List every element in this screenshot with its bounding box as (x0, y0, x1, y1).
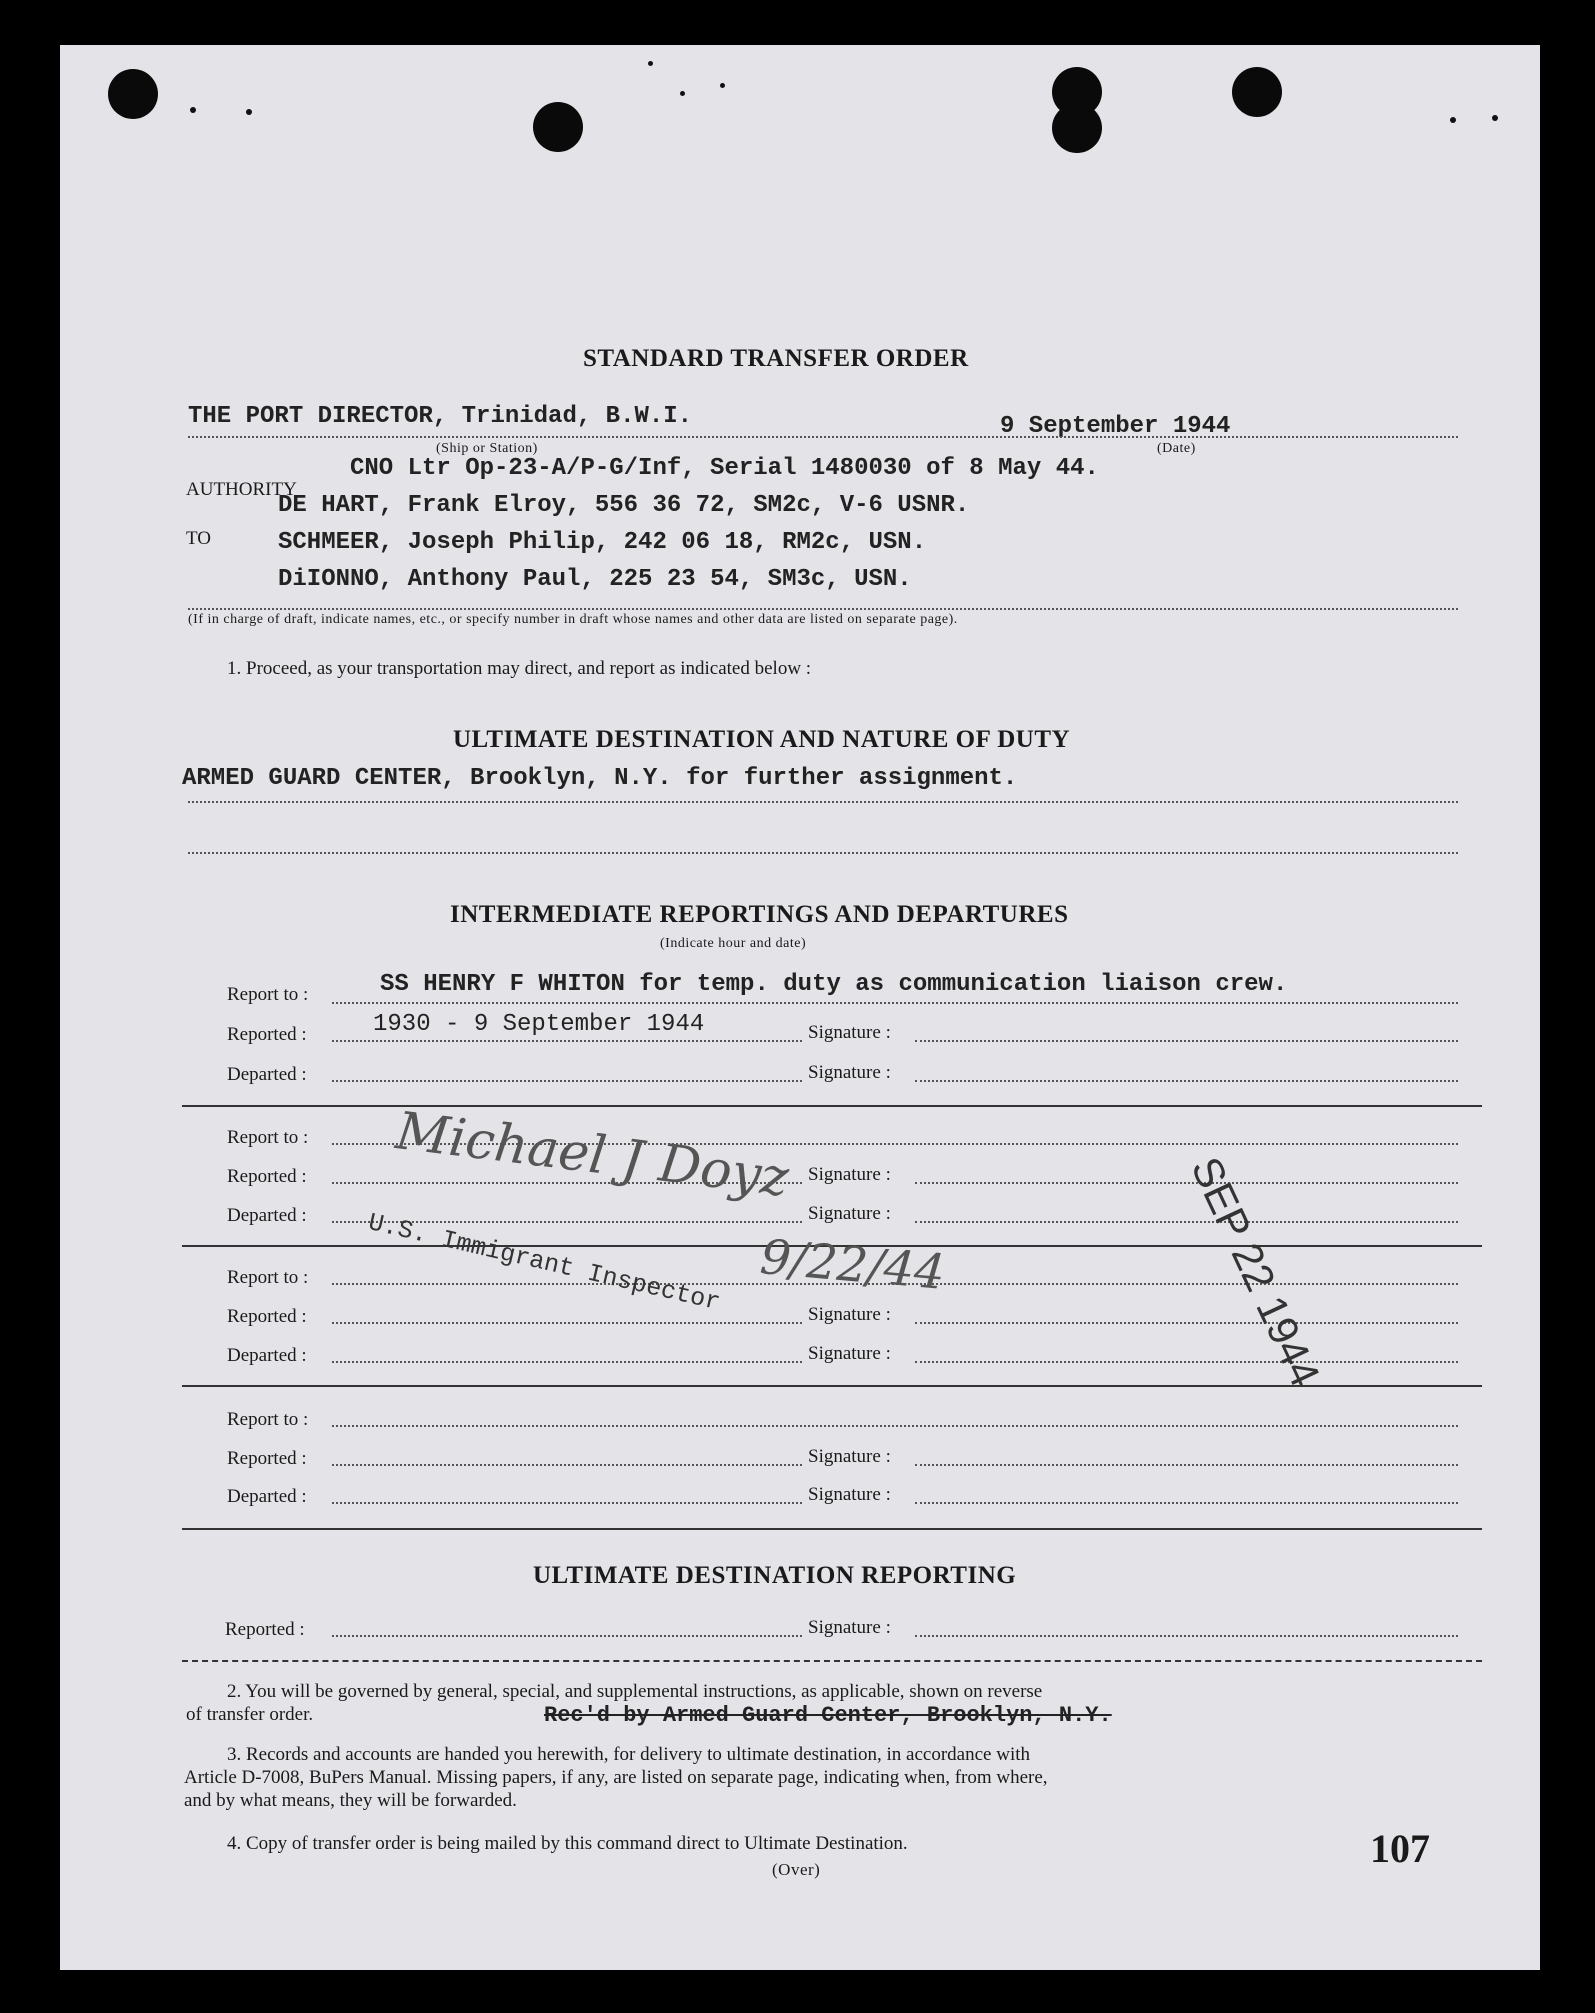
report-line (332, 1425, 1458, 1427)
handwritten-date: 9/22/44 (757, 1229, 948, 1301)
intermediate-heading: INTERMEDIATE REPORTINGS AND DEPARTURES (450, 901, 1069, 928)
reported-line (332, 1040, 802, 1042)
reported-line (332, 1635, 802, 1637)
report-to-label: Report to : (227, 1409, 309, 1430)
speck (190, 107, 196, 113)
paragraph-2-line-1: 2. You will be governed by general, special, and supplemental instructions, as applicable, shown on reverse (227, 1681, 1043, 1702)
punch-hole (108, 69, 158, 119)
paragraph-2-typed-note: Rec'd by Armed Guard Center, Brooklyn, N.Y. (544, 1703, 1112, 1728)
report-to-label: Report to : (227, 984, 309, 1005)
immigrant-inspector-stamp: U.S. Immigrant Inspector (365, 1208, 723, 1318)
authority-label: AUTHORITY (186, 479, 297, 500)
form-title: STANDARD TRANSFER ORDER (583, 345, 969, 372)
over-note: (Over) (772, 1860, 821, 1879)
speck (1492, 115, 1498, 121)
speck (720, 83, 725, 88)
ultimate-destination-heading: ULTIMATE DESTINATION AND NATURE OF DUTY (453, 726, 1071, 753)
destination-line-1 (188, 801, 1458, 803)
signature-line (915, 1635, 1458, 1637)
reported-label: Reported : (227, 1448, 307, 1469)
station-line (188, 436, 1458, 438)
ultimate-reporting-heading: ULTIMATE DESTINATION REPORTING (533, 1562, 1017, 1589)
signature-line (915, 1361, 1458, 1363)
signature-line (915, 1322, 1458, 1324)
speck (648, 61, 653, 66)
signature-label: Signature : (808, 1062, 891, 1083)
signature-label: Signature : (808, 1164, 891, 1185)
departed-line (332, 1080, 802, 1082)
departed-label: Departed : (227, 1205, 307, 1226)
signature-label: Signature : (808, 1617, 891, 1638)
signature-label: Signature : (808, 1304, 891, 1325)
draft-note: (If in charge of draft, indicate names, etc., or specify number in draft whose names and other data are listed on separate page). (188, 612, 958, 627)
departed-line (332, 1502, 802, 1504)
transfer-order-sheet (60, 45, 1540, 1970)
handwritten-signature: Michael J Doyz (392, 1101, 792, 1209)
to-line (188, 608, 1458, 610)
signature-label: Signature : (808, 1446, 891, 1467)
reported-value: 1930 - 9 September 1944 (373, 1011, 705, 1038)
reported-label: Reported : (227, 1166, 307, 1187)
paragraph-4: 4. Copy of transfer order is being mailed by this command direct to Ultimate Destination. (227, 1833, 908, 1854)
signature-line (915, 1464, 1458, 1466)
speck (1450, 117, 1456, 123)
to-line-2: SCHMEER, Joseph Philip, 242 06 18, RM2c, USN. (278, 529, 927, 556)
signature-line (915, 1502, 1458, 1504)
speck (680, 91, 685, 96)
date-caption: (Date) (1157, 441, 1196, 456)
departed-line (332, 1361, 802, 1363)
signature-line (915, 1040, 1458, 1042)
signature-label: Signature : (808, 1484, 891, 1505)
block-divider (182, 1528, 1482, 1530)
signature-label: Signature : (808, 1022, 891, 1043)
to-line-3: DiIONNO, Anthony Paul, 225 23 54, SM3c, USN. (278, 566, 912, 593)
ultimate-destination-value: ARMED GUARD CENTER, Brooklyn, N.Y. for further assignment. (182, 765, 1018, 792)
departed-label: Departed : (227, 1064, 307, 1085)
report-to-label: Report to : (227, 1127, 309, 1148)
reported-label: Reported : (225, 1619, 305, 1640)
to-line-1: DE HART, Frank Elroy, 556 36 72, SM2c, V-6 USNR. (278, 492, 970, 519)
reported-line (332, 1464, 802, 1466)
signature-line (915, 1221, 1458, 1223)
paragraph-3-line-1: 3. Records and accounts are handed you herewith, for delivery to ultimate destination, in accordance with (227, 1744, 1031, 1765)
to-label: TO (186, 528, 211, 549)
station-value: THE PORT DIRECTOR, Trinidad, B.W.I. (188, 403, 693, 430)
departed-label: Departed : (227, 1345, 307, 1366)
reported-label: Reported : (227, 1306, 307, 1327)
reported-line (332, 1322, 802, 1324)
page-number: 107 (1370, 1826, 1430, 1871)
report-to-value: SS HENRY F WHITON for temp. duty as communication liaison crew. (380, 971, 1288, 998)
intermediate-subheading: (Indicate hour and date) (660, 936, 807, 951)
paragraph-3-line-2: Article D-7008, BuPers Manual. Missing papers, if any, are listed on separate page, indicating when, from where, (184, 1767, 1048, 1788)
punch-hole (1232, 67, 1282, 117)
block-divider (182, 1105, 1482, 1107)
paragraph-1: 1. Proceed, as your transportation may direct, and report as indicated below : (227, 658, 812, 679)
departed-label: Departed : (227, 1486, 307, 1507)
signature-label: Signature : (808, 1203, 891, 1224)
signature-label: Signature : (808, 1343, 891, 1364)
destination-line-2 (188, 852, 1458, 854)
report-to-label: Report to : (227, 1267, 309, 1288)
authority-value: CNO Ltr Op-23-A/P-G/Inf, Serial 1480030 of 8 May 44. (350, 455, 1099, 482)
station-caption: (Ship or Station) (436, 441, 538, 456)
speck (246, 109, 252, 115)
block-divider (182, 1660, 1482, 1662)
punch-hole (1052, 103, 1102, 153)
date-value: 9 September 1944 (1000, 413, 1231, 440)
date-stamp: SEP 22 1944 (1182, 1150, 1330, 1394)
report-line (332, 1002, 1458, 1004)
punch-hole (533, 102, 583, 152)
signature-line (915, 1080, 1458, 1082)
paragraph-2-line-2: of transfer order. (186, 1704, 314, 1725)
paragraph-3-line-3: and by what means, they will be forwarded. (184, 1790, 517, 1811)
reported-label: Reported : (227, 1024, 307, 1045)
